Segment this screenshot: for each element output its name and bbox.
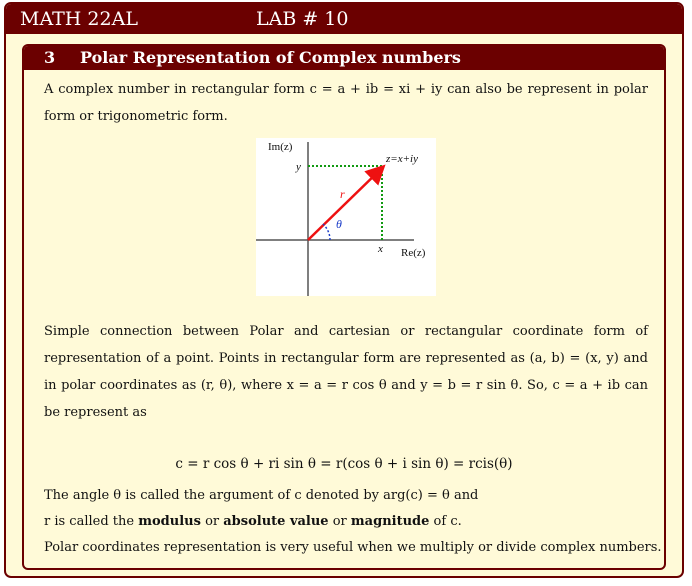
course-title: MATH 22AL xyxy=(20,8,138,30)
modulus-or-1: or xyxy=(205,514,220,529)
section-number: 3 xyxy=(44,48,56,67)
im-axis-label: Im(z) xyxy=(268,141,293,153)
modulus-suffix: of c. xyxy=(433,514,462,529)
section-box xyxy=(22,44,666,570)
r-vector xyxy=(308,168,382,240)
polar-diagram xyxy=(256,138,436,296)
theta-arc xyxy=(323,224,330,240)
section-title-bar xyxy=(24,46,664,70)
modulus-or-2: or xyxy=(332,514,347,529)
magnitude-term: magnitude xyxy=(350,514,430,529)
intro-paragraph: A complex number in rectangular form c = a + ib = xi + iy can also be represent in polar form or trigonometric form. xyxy=(44,82,648,124)
point-label: z=x+iy xyxy=(386,153,418,165)
theta-label: θ xyxy=(336,217,342,231)
polar-formula: c = r cos θ + ri sin θ = r(cos θ + i sin θ) = rcis(θ) xyxy=(175,456,513,472)
modulus-line xyxy=(44,514,462,529)
y-tick-label: y xyxy=(296,161,301,173)
r-label: r xyxy=(340,187,345,201)
re-axis-label: Re(z) xyxy=(401,247,426,259)
section-title: Polar Representation of Complex numbers xyxy=(80,48,461,67)
closing-sentence: Polar coordinates representation is very useful when we multiply or divide complex numbers. xyxy=(44,540,662,555)
polar-diagram-svg xyxy=(256,138,436,296)
argument-line: The angle θ is called the argument of c denoted by arg(c) = θ and xyxy=(44,488,479,503)
lab-number: LAB # 10 xyxy=(256,8,349,30)
body-paragraph: Simple connection between Polar and cartesian or rectangular coordinate form of representation of a point. Points in rectangular form are represented as (a, b) = (x, y) and in polar coordinates as (r, θ), where x = a = r cos θ and y = b = r sin θ. So, c = a + ib can be represent as xyxy=(44,324,648,420)
modulus-prefix: r is called the xyxy=(44,514,135,529)
lab-page-frame xyxy=(4,2,684,578)
absolute-value-term: absolute value xyxy=(223,514,329,529)
page-header xyxy=(6,4,682,34)
modulus-term: modulus xyxy=(138,514,201,529)
x-tick-label: x xyxy=(378,243,383,255)
